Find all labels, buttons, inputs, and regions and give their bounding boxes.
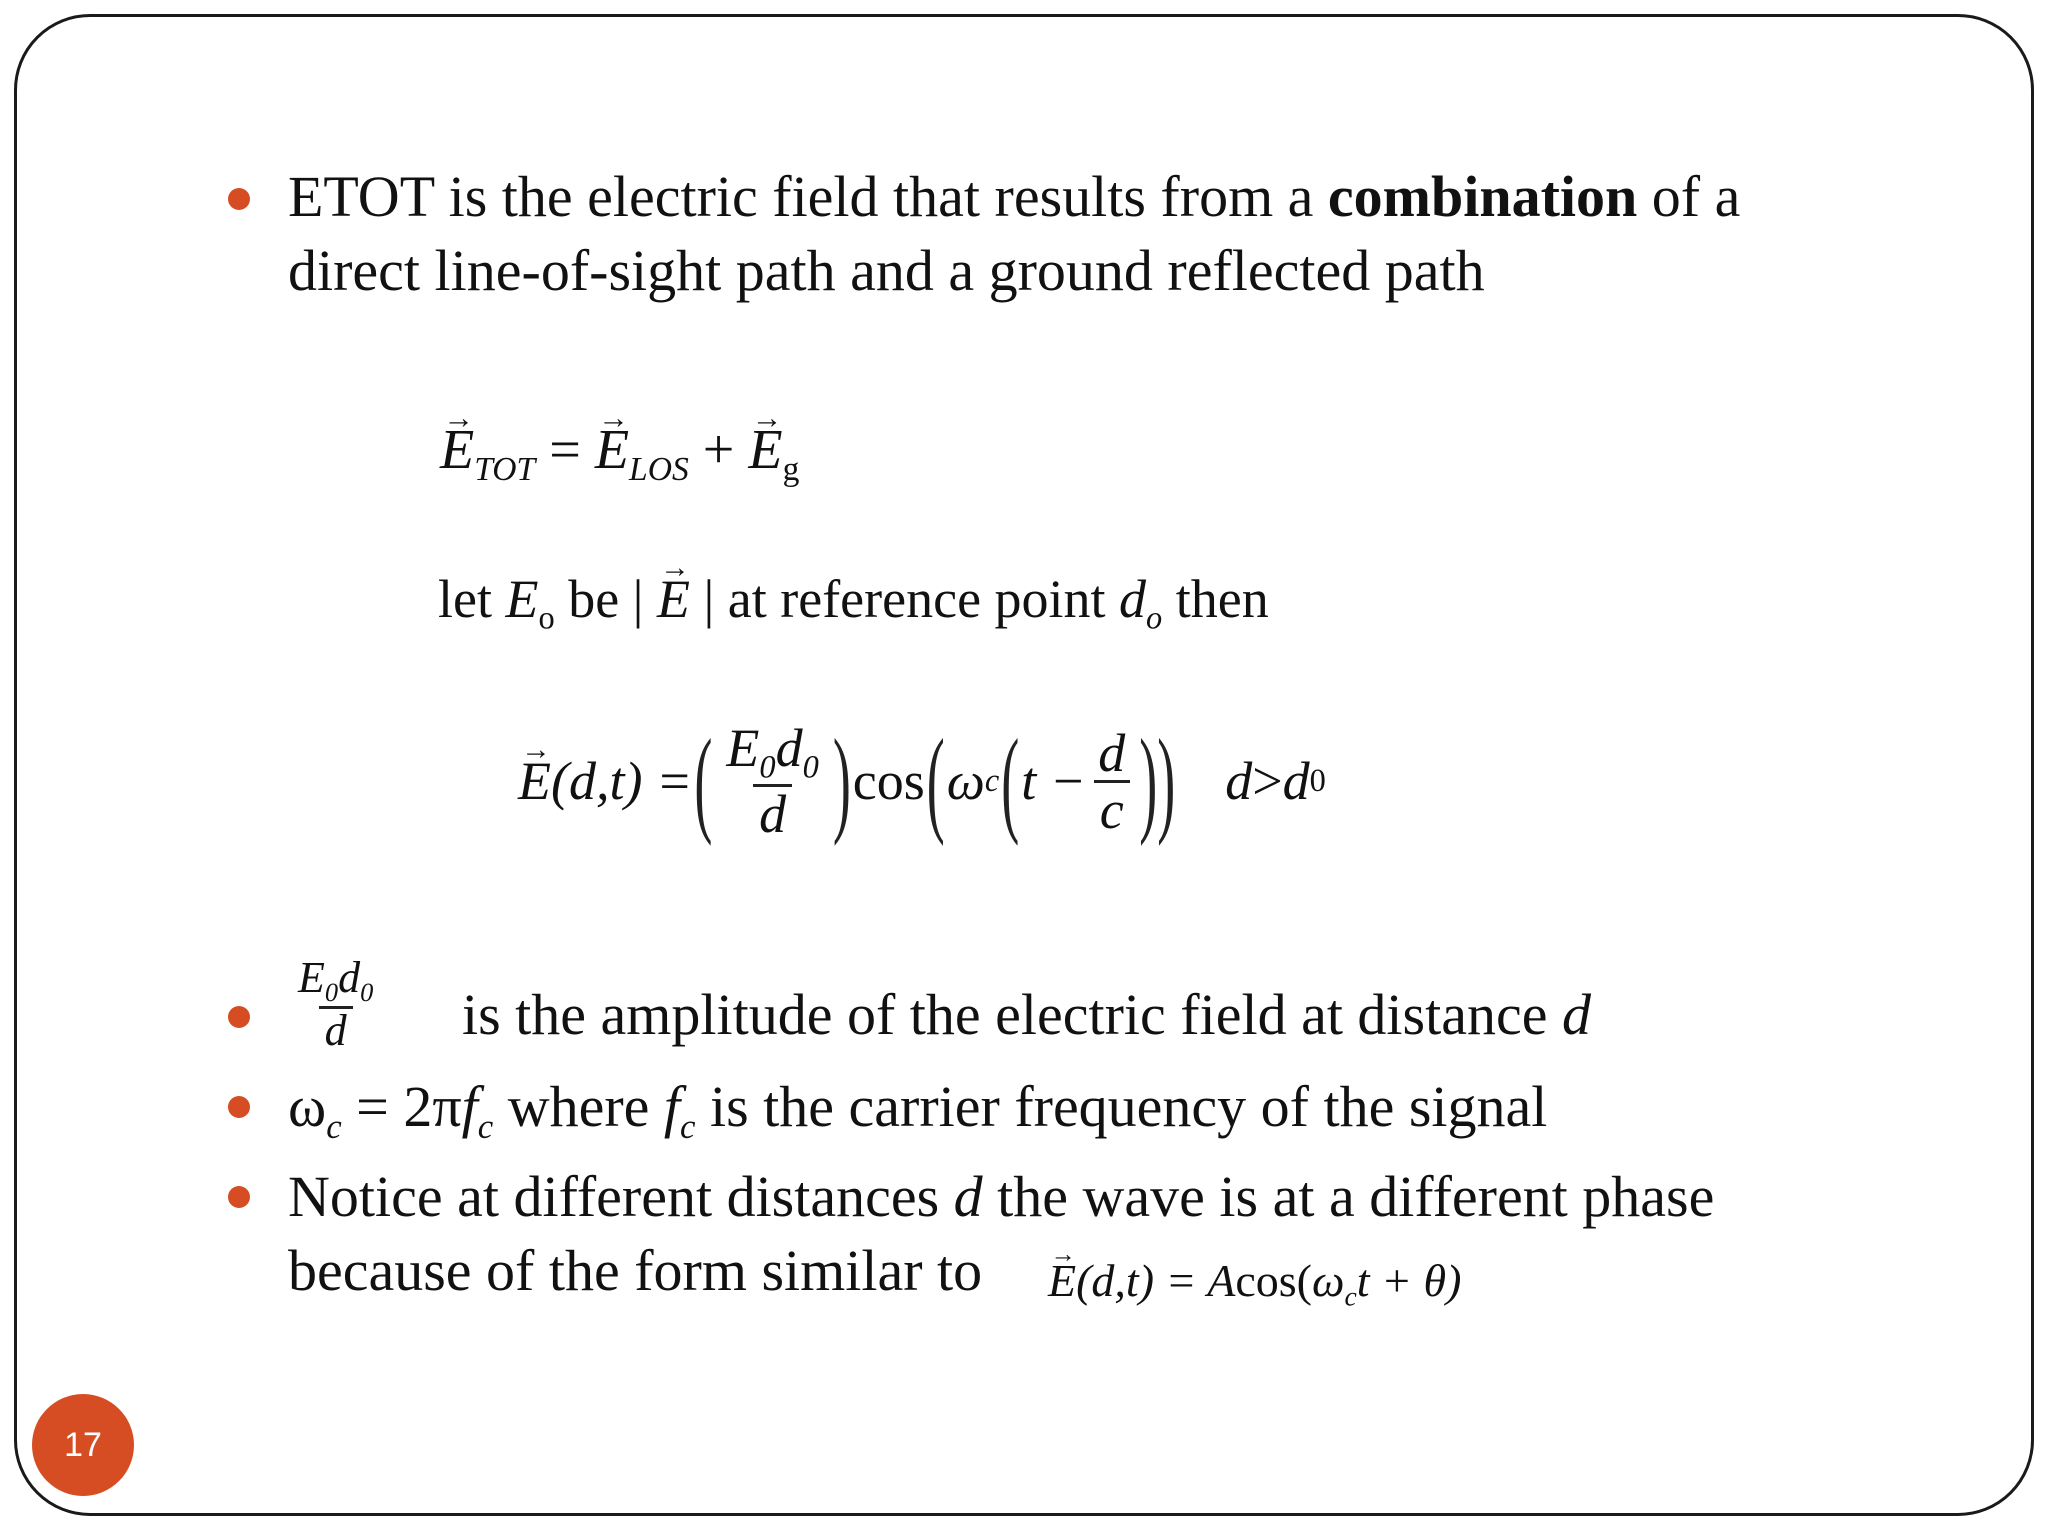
equation-lhs: (d,t) = <box>1076 1255 1208 1306</box>
bullet-4-variable: d <box>953 1164 983 1229</box>
bullet-marker <box>228 188 250 210</box>
subscript-c: c <box>680 1107 696 1147</box>
denominator-c: c <box>1094 780 1130 837</box>
subscript-o: o <box>538 600 555 637</box>
text-be: be | <box>554 569 657 629</box>
subscript-c: c <box>984 762 1000 799</box>
symbol-omega: ω <box>946 751 985 811</box>
symbol-e: E <box>298 953 325 1002</box>
symbol-d: d <box>1119 569 1147 629</box>
bullet-4-line1-before: Notice at different distances <box>288 1164 954 1229</box>
phase-fraction <box>1092 722 1131 840</box>
denominator-d: d <box>753 784 792 841</box>
subscript-zero: 0 <box>759 749 776 786</box>
condition-d: d <box>1225 751 1253 811</box>
symbol-f: f <box>663 1074 681 1139</box>
greater-than: > <box>1252 751 1283 811</box>
cos-function: cos <box>852 751 925 811</box>
text-then: then <box>1162 569 1269 629</box>
subscript-g: g <box>782 450 800 488</box>
bullet-1-line2: direct line-of-sight path and a ground reflected path <box>288 238 1485 303</box>
symbol-e: E <box>505 569 539 629</box>
plus-sign: + <box>688 419 749 481</box>
subscript-zero: 0 <box>1309 762 1326 799</box>
left-paren: ( <box>694 715 713 847</box>
subscript-zero: 0 <box>360 977 374 1008</box>
denominator-d: d <box>319 1006 353 1053</box>
equals-2pi: = 2π <box>341 1074 462 1139</box>
symbol-omega: ω <box>1312 1255 1345 1306</box>
equals-sign: = <box>535 419 595 481</box>
slide-number-badge <box>32 1394 134 1496</box>
vector-e: → E <box>657 568 690 630</box>
bullet-2-fraction <box>292 953 379 1055</box>
equation-field-function <box>518 706 1326 856</box>
bullet-1-bold-term: combination <box>1327 164 1638 229</box>
bullet-2-description: is the amplitude of the electric field at distance <box>462 982 1562 1047</box>
subscript-o: o <box>1146 600 1163 637</box>
equation-similar-form <box>1048 1254 1461 1313</box>
condition-d0: d <box>1282 751 1310 811</box>
symbol-d: d <box>775 718 803 779</box>
bullet-marker <box>228 1186 250 1208</box>
equation-etot <box>440 418 799 489</box>
bullet-1-text <box>288 160 1740 308</box>
text-where: where <box>493 1074 664 1139</box>
bullet-3-description: is the carrier frequency of the signal <box>695 1074 1548 1139</box>
left-paren: ( <box>926 715 945 847</box>
subscript-los: LOS <box>629 450 689 488</box>
bullet-marker <box>228 1006 250 1028</box>
bullet-1-line1-after: of a <box>1637 164 1741 229</box>
symbol-e: E <box>726 718 760 779</box>
bullet-4-line1-after: the wave is at a different phase <box>982 1164 1715 1229</box>
amplitude-fraction <box>720 718 824 844</box>
equation-reference-point <box>438 568 1269 637</box>
slide-number: 17 <box>64 1425 102 1464</box>
subscript-c: c <box>477 1107 494 1147</box>
subscript-c: c <box>326 1107 342 1147</box>
cos-function: cos( <box>1235 1255 1312 1306</box>
symbol-t-plus-theta: t + θ) <box>1356 1255 1462 1306</box>
subscript-zero: 0 <box>802 749 819 786</box>
bullet-1-line1-before: ETOT is the electric field that results from a <box>288 164 1328 229</box>
bullet-marker <box>228 1096 250 1118</box>
subscript-zero: 0 <box>324 977 339 1008</box>
right-paren: )) <box>1139 715 1176 847</box>
bullet-2-variable: d <box>1561 982 1591 1047</box>
symbol-t-minus: t − <box>1021 751 1087 811</box>
symbol-a: A <box>1207 1255 1236 1306</box>
left-paren: ( <box>1001 715 1020 847</box>
bullet-3-text <box>288 1070 1547 1164</box>
symbol-omega: ω <box>288 1074 327 1139</box>
right-paren: ) <box>832 715 851 847</box>
bullet-4-text <box>288 1160 1714 1308</box>
bullet-4-line2: because of the form similar to <box>288 1238 983 1303</box>
equation-lhs: (d,t) = <box>551 751 693 811</box>
subscript-tot: TOT <box>474 450 536 488</box>
numerator-d: d <box>1098 722 1126 783</box>
symbol-f: f <box>461 1074 478 1139</box>
subscript-c: c <box>1344 1280 1357 1312</box>
vector-e: → E <box>748 418 782 482</box>
bullet-2-text <box>462 978 1591 1052</box>
vector-e: → E <box>518 750 551 812</box>
vector-e: → E <box>440 418 474 482</box>
text-let: let <box>438 569 506 629</box>
vector-e: → E <box>1048 1254 1076 1307</box>
text-at-reference-point: | at reference point <box>689 569 1120 629</box>
symbol-d: d <box>338 953 361 1002</box>
vector-e: → E <box>595 418 629 482</box>
